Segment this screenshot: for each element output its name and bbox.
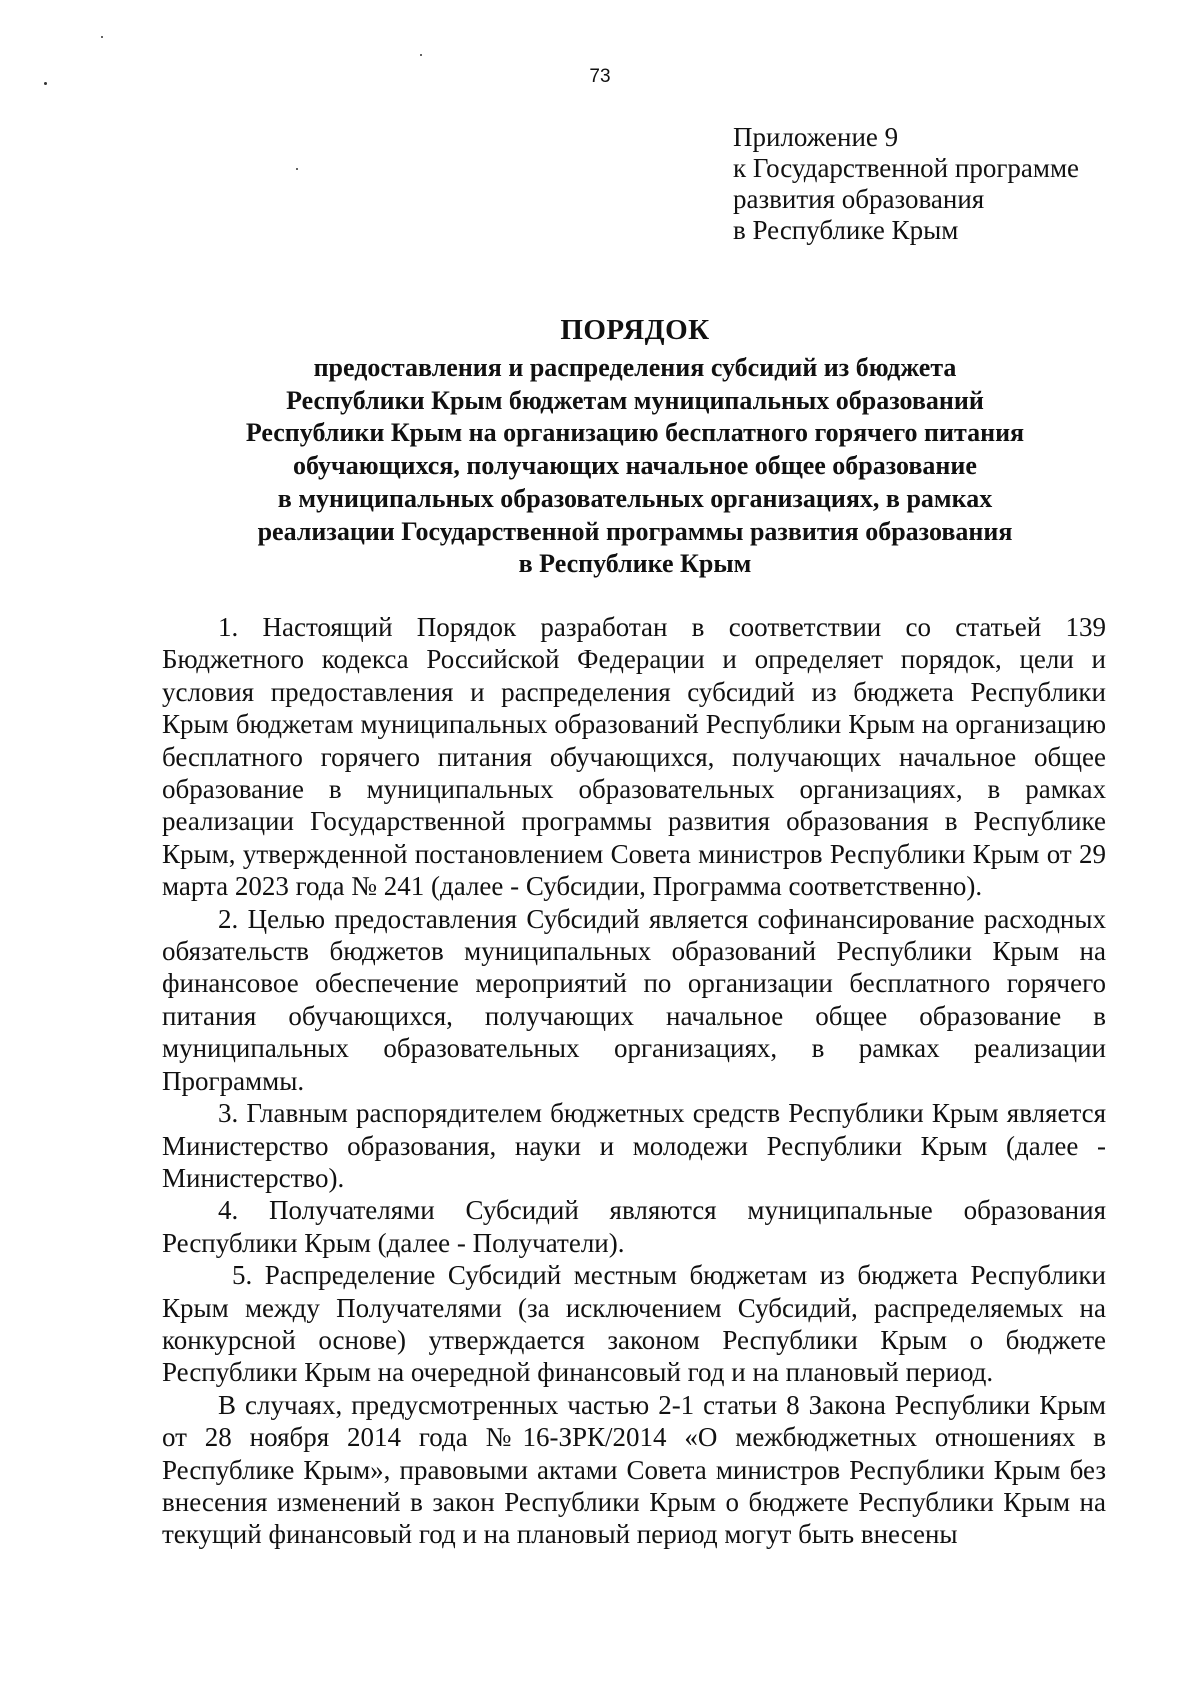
subtitle-line: предоставления и распределения субсидий из бюджета (313, 353, 957, 382)
subtitle-line: обучающихся, получающих начальное общее образование (293, 451, 977, 481)
document-body (162, 611, 1106, 1551)
paragraph-5-continuation: В случаях, предусмотренных частью 2-1 статьи 8 Закона Республики Крым от 28 ноября 2014 года №16-ЗРК/2014 «О межбюджетных отношениях в Республике Крым», правовыми актами Совета министров Республики Крым без внесения изменений в закон Республики Крым о бюджете Республики Крым на текущий финансовый год и на плановый период могут быть внесены (162, 1389, 1106, 1550)
page-number: 73 (589, 66, 611, 87)
paragraph-5: 5. Распределение Субсидий местным бюджетам из бюджета Республики Крым между Получателями (за исключением Субсидий, распределяемых на конкурсной основе) утверждается законом Республики Крым о бюджете Республики Крым на очередной финансовый год и на плановый период. (162, 1260, 1106, 1388)
subtitle-line: в Республике Крым (518, 549, 752, 579)
appendix-line: развития образования (733, 184, 985, 214)
appendix-line: в Республике Крым (733, 215, 959, 245)
document-subtitle (150, 352, 1120, 581)
scan-speck (296, 168, 298, 170)
appendix-header (733, 122, 1163, 246)
scan-speck (101, 36, 103, 38)
subtitle-line: в муниципальных образовательных организациях, в рамках (277, 483, 993, 513)
paragraph-4: 4. Получателями Субсидий являются муниципальные образования Республики Крым (далее - Получатели). (162, 1195, 1106, 1258)
scan-speck (420, 54, 422, 56)
paragraph-3: 3. Главным распорядителем бюджетных средств Республики Крым является Министерство образования, науки и молодежи Республики Крым (далее - Министерство). (162, 1098, 1106, 1193)
appendix-line: к Государственной программе (733, 153, 1080, 183)
subtitle-line: Республики Крым бюджетам муниципальных образований (286, 385, 984, 415)
paragraph-2: 2. Целью предоставления Субсидий является софинансирование расходных обязательств бюджетов муниципальных образований Республики Крым на финансовое обеспечение мероприятий по организации бесплатного горячего питания обучающихся, получающих начальное общее образование в муниципальных образовательных организациях, в рамках реализации Программы. (162, 903, 1106, 1096)
paragraph-1: 1. Настоящий Порядок разработан в соответствии со статьей 139 Бюджетного кодекса Российской Федерации и определяет порядок, цели и условия предоставления и распределения субсидий из бюджета Республики Крым бюджетам муниципальных образований Республики Крым на организацию бесплатного горячего питания обучающихся, получающих начальное общее образование в муниципальных образовательных организациях, в рамках реализации Государственной программы развития образования в Республике Крым, утвержденной постановлением Совета министров Республики Крым от 29 марта 2023 года № 241 (далее - Субсидии, Программа соответственно). (162, 612, 1106, 902)
subtitle-line: реализации Государственной программы развития образования (257, 516, 1013, 546)
document-title: ПОРЯДОК (560, 314, 710, 346)
subtitle-line: Республики Крым на организацию бесплатного горячего питания (245, 418, 1025, 448)
appendix-line: Приложение 9 (733, 122, 899, 152)
